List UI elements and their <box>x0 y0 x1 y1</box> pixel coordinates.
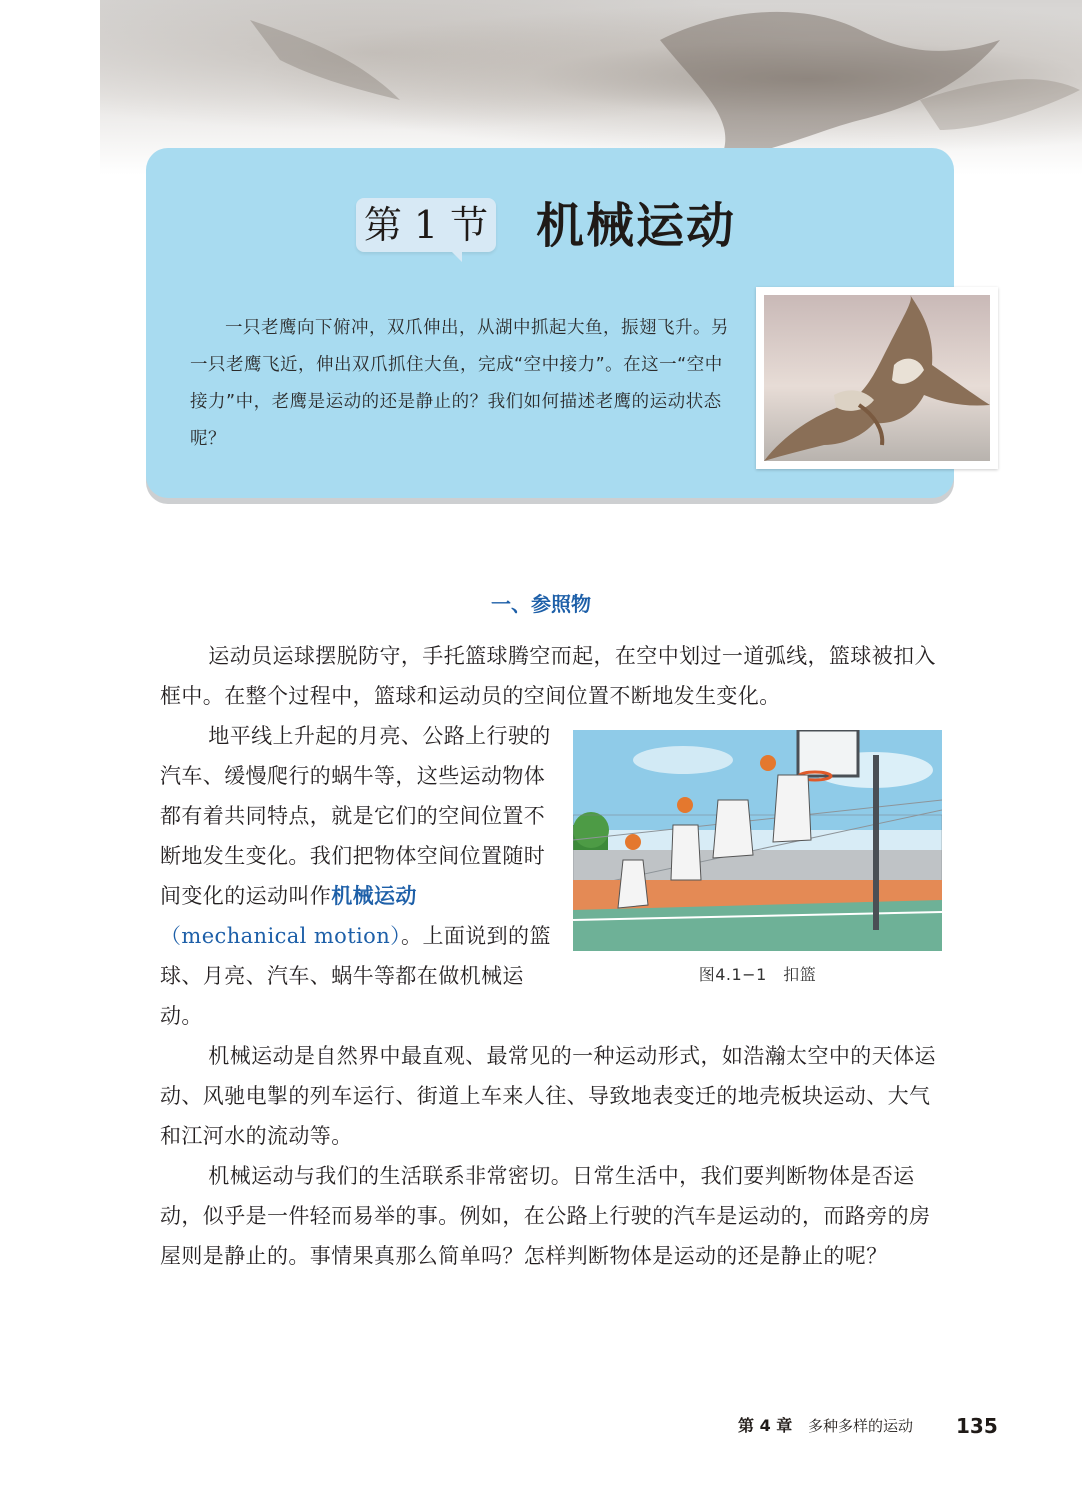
eagle-relay-image <box>764 295 990 461</box>
paragraph-3: 机械运动是自然界中最直观、最常见的一种运动形式，如浩瀚太空中的天体运动、风驰电掣的列车运行、街道上车来人往、导致地表变迁的地壳板块运动、大气和江河水的流动等。 <box>160 1044 936 1148</box>
page-number: 135 <box>956 1414 998 1438</box>
subsection-heading: 一、参照物 <box>491 592 591 616</box>
section-number: 第 1 节 <box>363 203 489 247</box>
eagle-photo <box>756 287 998 469</box>
paragraph-2-text-after: 。上面说到的篮球、月亮、汽车、蜗牛等都在做机械运动。 <box>160 924 551 1028</box>
paragraph-4: 机械运动与我们的生活联系非常密切。日常生活中，我们要判断物体是否运动，似乎是一件轻而易举的事。例如，在公路上行驶的汽车是运动的，而路旁的房屋则是静止的。事情果真那么简单吗？怎样判断物体是运动的还是静止的呢？ <box>160 1164 931 1268</box>
section-title: 机械运动 <box>536 198 737 254</box>
intro-text: 一只老鹰向下俯冲，双爪伸出，从湖中抓起大鱼，振翅飞升。另一只老鹰飞近，伸出双爪抓住大鱼，完成“空中接力”。在这一“空中接力”中，老鹰是运动的还是静止的？我们如何描述老鹰的运动状态呢？ <box>190 318 729 449</box>
paragraph-2 <box>160 716 552 1036</box>
paragraph-1: 运动员运球摆脱防守，手托篮球腾空而起，在空中划过一道弧线，篮球被扣入框中。在整个过程中，篮球和运动员的空间位置不断地发生变化。 <box>160 644 936 708</box>
slam-dunk-illustration <box>573 730 942 951</box>
footer-chapter-title: 多种多样的运动 <box>808 1417 914 1435</box>
term-mechanical-motion-english: （mechanical motion） <box>160 924 402 948</box>
figure-slam-dunk <box>573 730 942 951</box>
footer-chapter-number: 第 4 章 <box>738 1416 793 1435</box>
term-mechanical-motion: 机械运动 <box>331 884 417 908</box>
paragraph-2-text-before: 地平线上升起的月亮、公路上行驶的汽车、缓慢爬行的蜗牛等，这些运动物体都有着共同特点，就是它们的空间位置不断地发生变化。我们把物体空间位置随时间变化的运动叫作 <box>160 724 551 908</box>
figure-caption: 图4.1−1 扣篮 <box>698 965 817 984</box>
